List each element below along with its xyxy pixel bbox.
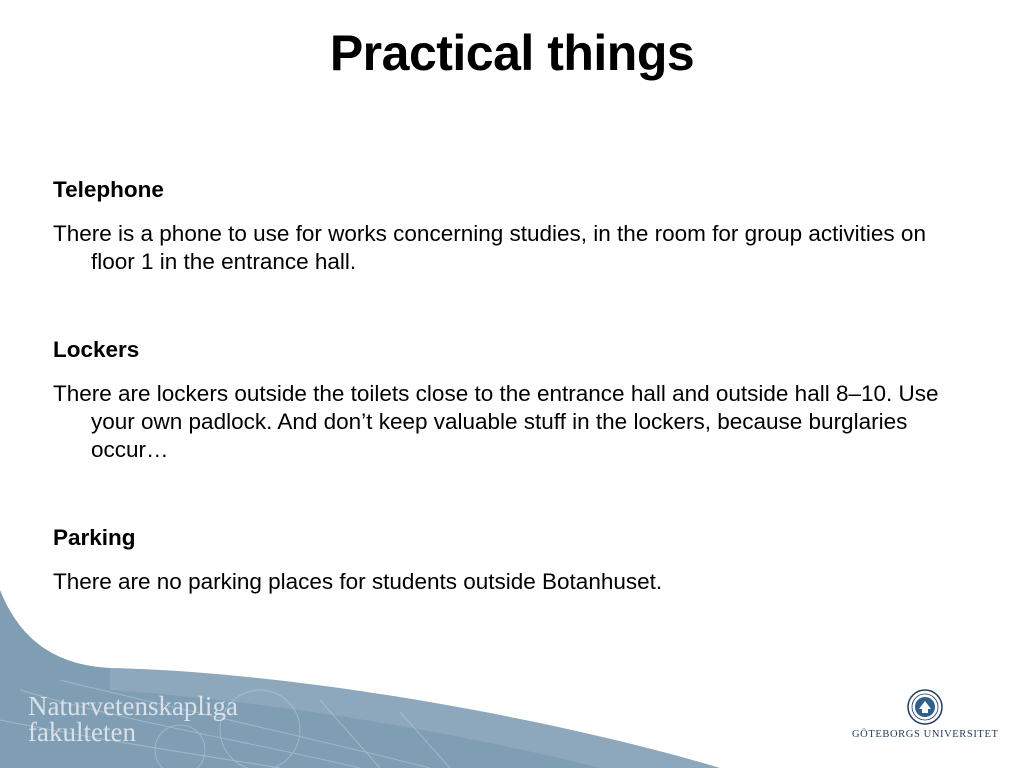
section-telephone bbox=[53, 176, 953, 276]
faculty-name-line1: Naturvetenskapliga bbox=[28, 691, 238, 721]
section-heading: Lockers bbox=[53, 337, 140, 362]
section-lockers bbox=[53, 336, 953, 464]
faculty-logo bbox=[28, 693, 238, 745]
section-body: There is a phone to use for works concerning studies, in the room for group activities on floor 1 in the entrance hall. bbox=[53, 221, 926, 274]
section-heading: Telephone bbox=[53, 177, 164, 202]
page-title: Practical things bbox=[329, 25, 695, 81]
section-body: There are lockers outside the toilets close to the entrance hall and outside hall 8–10. Use your own padlock. And don’t keep valuable stuff in the lockers, because burglaries occur… bbox=[53, 381, 939, 462]
section-body: There are no parking places for students outside Botanhuset. bbox=[53, 569, 663, 594]
section-heading: Parking bbox=[53, 525, 136, 550]
university-name: GÖTEBORGS UNIVERSITET bbox=[852, 729, 999, 740]
faculty-name-line2: fakulteten bbox=[28, 717, 136, 747]
slide-content bbox=[53, 176, 953, 596]
section-parking bbox=[53, 524, 953, 596]
university-seal-icon bbox=[907, 689, 943, 725]
